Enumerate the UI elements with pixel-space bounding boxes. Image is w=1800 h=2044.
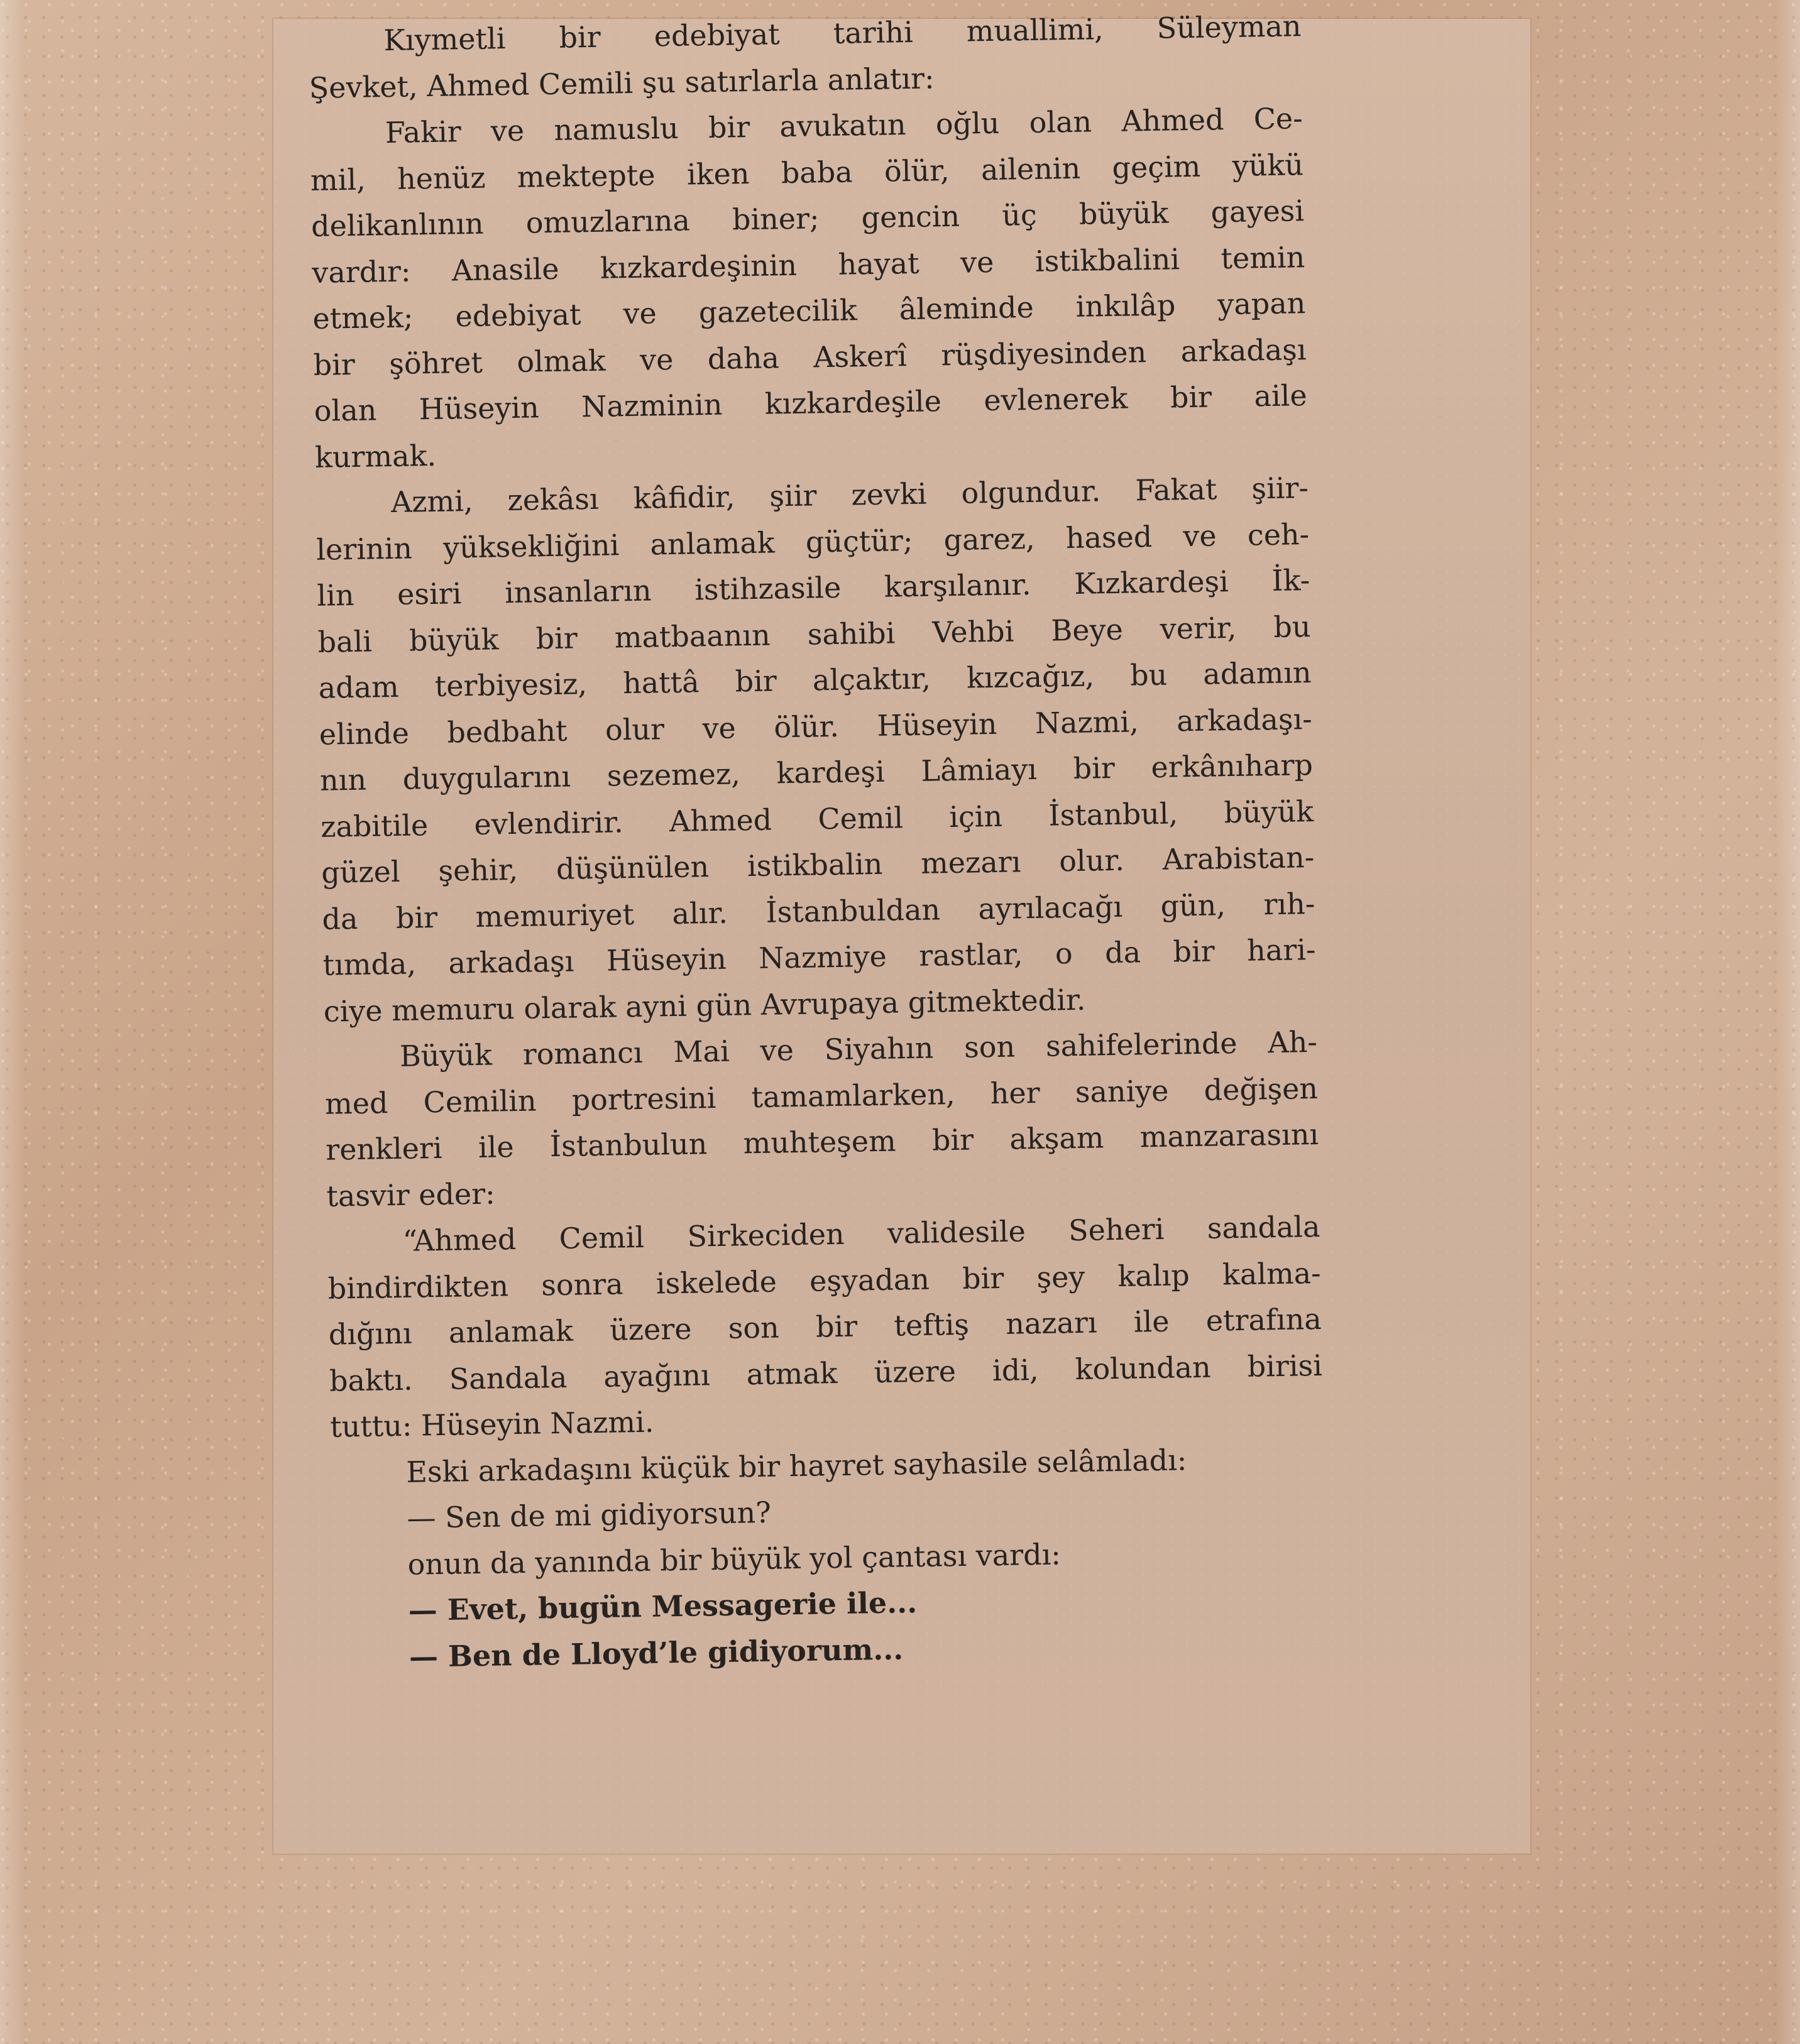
text-line: zabitile evlendirir. Ahmed Cemil için İstanbul, büyük — [320, 794, 1314, 844]
paragraph-1 — [308, 3, 1302, 111]
text-line: tasvir eder: — [326, 1176, 496, 1213]
text-line: mil, henüz mektepte iken baba ölür, ailenin geçim yükü — [310, 147, 1304, 197]
text-line: med Cemilin portresini tamamlarken, her saniye değişen — [324, 1071, 1319, 1121]
paragraph-5-quote — [327, 1204, 1324, 1450]
text-line: Kıymetli bir edebiyat tarihi muallimi, Süleyman — [383, 9, 1302, 58]
dialogue-line: — Sen de mi gidiyorsun? — [407, 1495, 772, 1535]
text-line: vardır: Anasile kızkardeşinin hayat ve istikbalini temin — [311, 239, 1305, 290]
page-edge-left — [0, 0, 25, 2044]
text-line: renkleri ile İstanbulun muhteşem bir akşam manzarasını — [325, 1117, 1319, 1167]
text-line: lin esiri insanların istihzasile karşılanır. Kızkardeşi İk- — [316, 563, 1310, 613]
dialogue-line: onun da yanında bir büyük yol çantası vardı: — [407, 1536, 1062, 1582]
text-line: adam terbiyesiz, hattâ bir alçaktır, kızcağız, bu adamın — [318, 655, 1312, 705]
dialogue-line: — Ben de Lloyd’le gidiyorum... — [409, 1631, 904, 1674]
text-line: dığını anlamak üzere son bir teftiş nazarı ile etrafına — [328, 1301, 1322, 1352]
text-line: ciye memuru olarak ayni gün Avrupaya gitmektedir. — [323, 982, 1086, 1029]
dialogue-line: — Evet, bugün Messagerie ile... — [408, 1585, 918, 1627]
page-edge-right — [1775, 0, 1800, 2044]
text-line: lerinin yüksekliğini anlamak güçtür; garez, hased ve ceh- — [316, 516, 1310, 567]
text-line: Eski arkadaşını küçük bir hayret sayhasile selâmladı: — [405, 1442, 1187, 1489]
text-line: kurmak. — [314, 438, 437, 474]
text-line: Şevket, Ahmed Cemili şu satırlarla anlatır: — [309, 60, 935, 105]
text-line: delikanlının omuzlarına biner; gencin üç büyük gayesi — [310, 194, 1305, 243]
paragraph-2 — [309, 96, 1308, 481]
text-line: bir şöhret olmak ve daha Askerî rüşdiyesinden arkadaşı — [313, 332, 1307, 382]
text-line: güzel şehir, düşünülen istikbalin mezarı olur. Arabistan- — [321, 840, 1315, 890]
dialogue-block — [331, 1481, 1327, 1681]
text-line: etmek; edebiyat ve gazetecilik âleminde inkılâp yapan — [312, 286, 1306, 336]
text-line: baktı. Sandala ayağını atmak üzere idi, kolundan birisi — [329, 1348, 1323, 1398]
clipping-body-text — [308, 3, 1327, 1681]
paragraph-4 — [324, 1019, 1319, 1220]
text-line: elinde bedbaht olur ve ölür. Hüseyin Nazmi, arkadaşı- — [319, 701, 1313, 751]
paragraph-3 — [316, 465, 1317, 1035]
text-line: Büyük romancı Mai ve Siyahın son sahifelerinde Ah- — [399, 1024, 1318, 1073]
text-line: bali büyük bir matbaanın sahibi Vehbi Beye verir, bu — [317, 609, 1311, 659]
text-line: bindirdikten sonra iskelede eşyadan bir şey kalıp kalma- — [327, 1255, 1321, 1306]
text-line: tımda, arkadaşı Hüseyin Nazmiye rastlar, o da bir hari- — [322, 932, 1316, 982]
text-line: Fakir ve namuslu bir avukatın oğlu olan Ahmed Ce- — [385, 101, 1303, 150]
text-line: nın duygularını sezemez, kardeşi Lâmiayı bir erkânıharp — [319, 748, 1314, 797]
text-line: “Ahmed Cemil Sirkeciden validesile Seheri sandala — [402, 1209, 1320, 1258]
text-line: olan Hüseyin Nazminin kızkardeşile evlenerek bir aile — [314, 378, 1308, 428]
text-line: da bir memuriyet alır. İstanbuldan ayrılacağı gün, rıh- — [322, 886, 1315, 936]
text-line: tuttu: Hüseyin Nazmi. — [329, 1404, 654, 1444]
newspaper-clipping — [273, 9, 1530, 1854]
text-line: Azmi, zekâsı kâfidir, şiir zevki olgundur. Fakat şiir- — [390, 471, 1309, 520]
